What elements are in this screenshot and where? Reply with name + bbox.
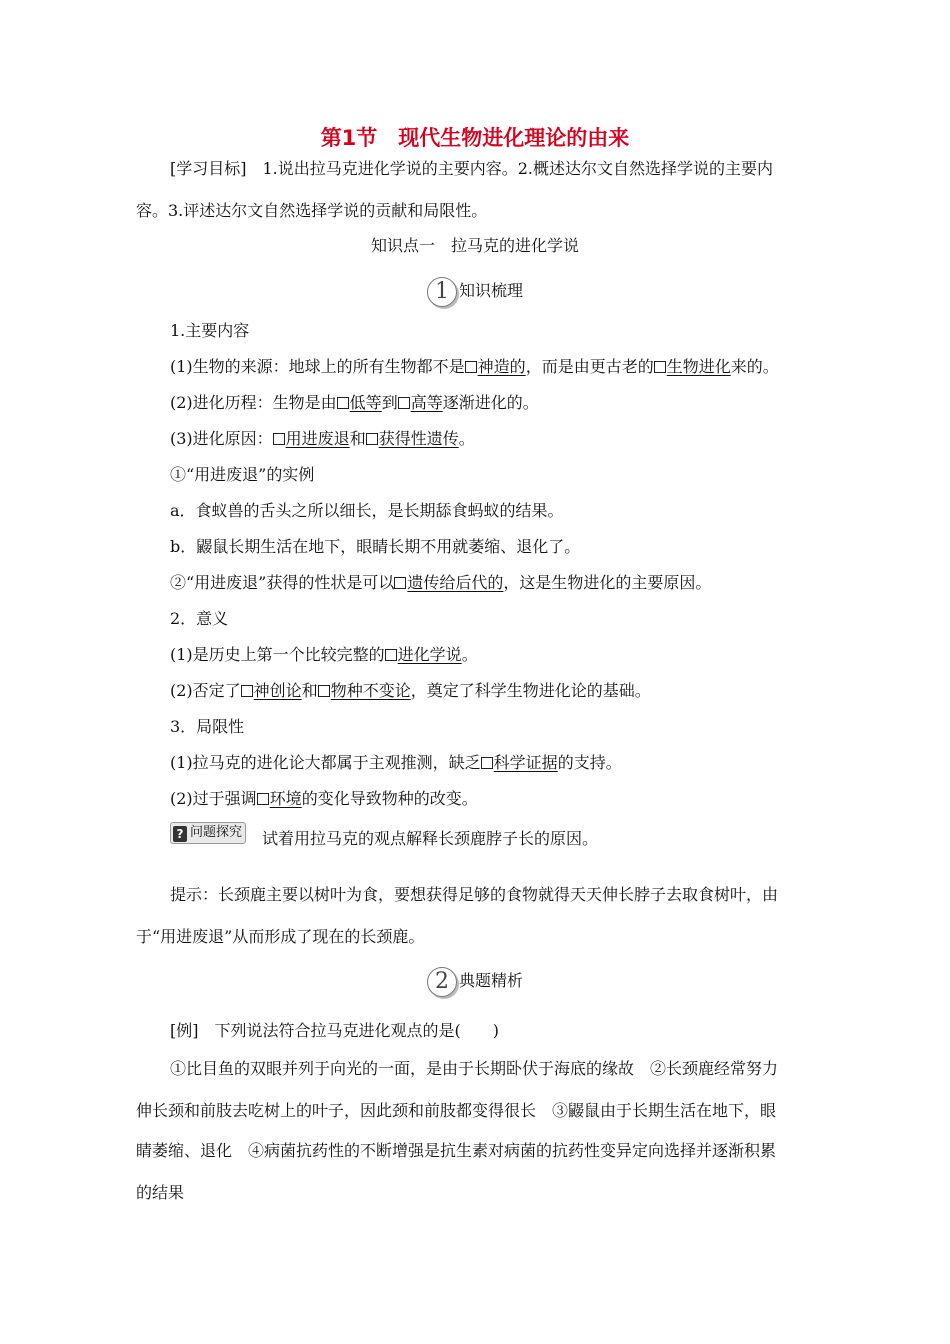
item-main-content: 1.主要内容: [170, 321, 250, 340]
example-analysis-label: 典题精析: [458, 971, 523, 990]
answer-text: 高等: [410, 393, 443, 412]
paragraph-inheritance: ②“用进废退”获得的性状是可以 遗传给后代的，这是生物进化的主要原因。: [170, 573, 712, 592]
paragraph-reason: (3)进化原因： 用进废退和 获得性遗传。: [170, 429, 475, 448]
blank-box: [241, 685, 253, 697]
option-line-2: 伸长颈和前肢去吃树上的叶子，因此颈和前肢都变得很长 ③鼹鼠由于长期生活在地下，眼: [136, 1101, 777, 1120]
paragraph-significance-1: (1)是历史上第一个比较完整的 进化学说。: [170, 645, 478, 664]
question-mark-icon: ?: [173, 826, 187, 842]
blank-box: [481, 757, 493, 769]
page-title: 第1节 现代生物进化理论的由来: [320, 126, 630, 150]
blank-box: [654, 361, 666, 373]
answer-text: 神造的: [477, 357, 526, 376]
answer-text: 环境: [269, 789, 302, 808]
number-one-icon: 1: [427, 277, 457, 307]
objectives-line-1: [学习目标] 1.说出拉马克进化学说的主要内容。2.概述达尔文自然选择学说的主要内: [170, 159, 774, 178]
blank-box: [398, 397, 410, 409]
blank-box: [337, 397, 349, 409]
question-text: 试着用拉马克的观点解释长颈鹿脖子长的原因。: [262, 829, 599, 848]
number-two-icon: 2: [427, 967, 457, 997]
hint-line-2: 于“用进废退”从而形成了现在的长颈鹿。: [136, 927, 425, 946]
answer-text: 用进废退: [285, 429, 350, 448]
section-heading: 知识点一 拉马克的进化学说: [370, 236, 579, 255]
option-line-1: ①比目鱼的双眼并列于向光的一面，是由于长期卧伏于海底的缘故 ②长颈鹿经常努力: [170, 1059, 779, 1078]
blank-box: [257, 793, 269, 805]
paragraph-significance-2: (2)否定了 神创论和 物种不变论，奠定了科学生物进化论的基础。: [170, 681, 651, 700]
blank-box: [385, 649, 397, 661]
answer-text: 生物进化: [666, 357, 731, 376]
answer-text: 获得性遗传: [378, 429, 459, 448]
question-explore-badge: [170, 822, 246, 844]
item-significance: 2．意义: [170, 609, 229, 628]
paragraph-origin: (1)生物的来源：地球上的所有生物都不是 神造的，而是由更古老的 生物进化来的。: [170, 357, 779, 376]
answer-text: 低等: [349, 393, 382, 412]
item-limitations: 3．局限性: [170, 717, 245, 736]
option-line-4: 的结果: [136, 1183, 185, 1202]
blank-box: [465, 361, 477, 373]
answer-text: 遗传给后代的: [407, 573, 504, 592]
example-question: [例] 下列说法符合拉马克进化观点的是( ): [170, 1021, 499, 1040]
objectives-line-2: 容。3.评述达尔文自然选择学说的贡献和局限性。: [136, 201, 488, 220]
blank-box: [318, 685, 330, 697]
question-explore-label: 问题探究: [190, 825, 243, 840]
answer-text: 物种不变论: [330, 681, 411, 700]
blank-box: [366, 433, 378, 445]
blank-box: [273, 433, 285, 445]
example-analysis-badge: [0, 966, 950, 997]
paragraph-example-a: a．食蚁兽的舌头之所以细长，是长期舔食蚂蚁的结果。: [170, 501, 564, 520]
paragraph-limitation-2: (2)过于强调 环境的变化导致物种的改变。: [170, 789, 478, 808]
knowledge-review-badge: [0, 276, 950, 307]
paragraph-limitation-1: (1)拉马克的进化论大都属于主观推测，缺乏 科学证据的支持。: [170, 753, 622, 772]
paragraph-examples-heading: ①“用进废退”的实例: [170, 465, 315, 484]
hint-line-1: 提示：长颈鹿主要以树叶为食，要想获得足够的食物就得天天伸长脖子去取食树叶，由: [170, 885, 779, 904]
answer-text: 科学证据: [493, 753, 558, 772]
paragraph-example-b: b．鼹鼠长期生活在地下，眼睛长期不用就萎缩、退化了。: [170, 537, 581, 556]
option-line-3: 睛萎缩、退化 ④病菌抗药性的不断增强是抗生素对病菌的抗药性变异定向选择并逐渐积累: [136, 1141, 777, 1160]
knowledge-review-label: 知识梳理: [458, 281, 523, 300]
blank-box: [394, 577, 406, 589]
paragraph-history: (2)进化历程：生物是由 低等到 高等逐渐进化的。: [170, 393, 539, 412]
answer-text: 神创论: [253, 681, 302, 700]
answer-text: 进化学说: [397, 645, 462, 664]
